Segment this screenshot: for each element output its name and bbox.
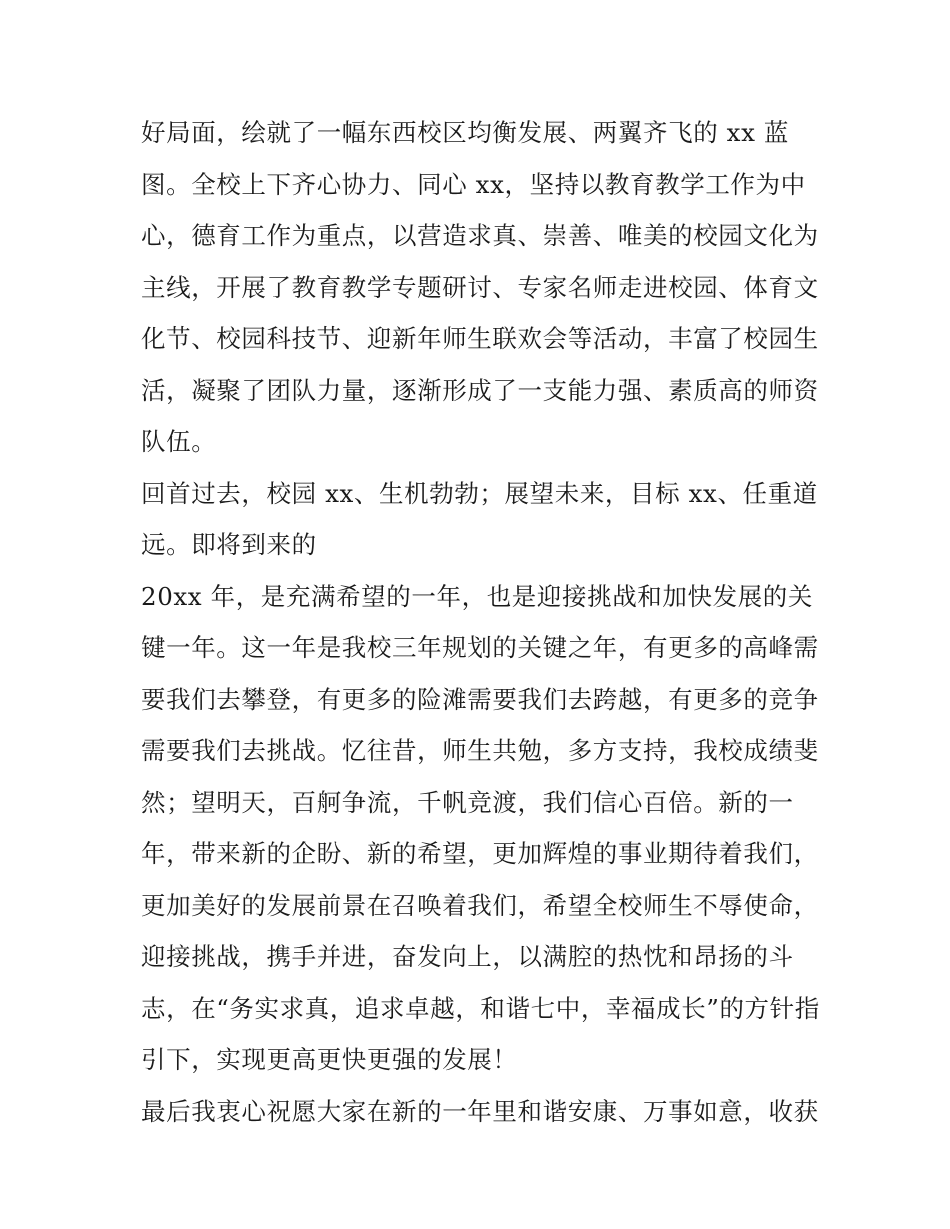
text-line: 回首过去，校园 xx、生机勃勃；展望未来，目标 xx、任重道	[141, 478, 818, 508]
text-line: 迎接挑战，携手并进，奋发向上，以满腔的热忱和昂扬的斗	[141, 942, 794, 971]
text-line: 然；望明天，百舸争流，千帆竞渡，我们信心百倍。新的一	[141, 787, 794, 817]
text-line: 心，德育工作为重点，以营造求真、崇善、唯美的校园文化为	[141, 221, 819, 250]
text-line: 远。即将到来的	[141, 530, 317, 559]
text-line: 队伍。	[141, 427, 217, 456]
text-line: 年，带来新的企盼、新的希望，更加辉煌的事业期待着我们，	[141, 839, 819, 868]
text-line: 最后我衷心祝愿大家在新的一年里和谐安康、万事如意，收获	[141, 1096, 819, 1126]
text-line: 化节、校园科技节、迎新年师生联欢会等活动，丰富了校园生	[141, 324, 819, 353]
text-line: 需要我们去挑战。忆往昔，师生共勉，多方支持，我校成绩斐	[141, 736, 819, 765]
text-line: 引下，实现更高更快更强的发展！	[141, 1045, 518, 1074]
text-line: 主线，开展了教育教学专题研讨、专家名师走进校园、体育文	[141, 272, 819, 302]
text-line: 20xx 年，是充满希望的一年，也是迎接挑战和加快发展的关	[141, 581, 813, 611]
text-line: 志，在“务实求真，追求卓越，和谐七中，幸福成长”的方针指	[141, 993, 820, 1023]
text-line: 更加美好的发展前景在召唤着我们，希望全校师生不辱使命，	[141, 890, 819, 920]
text-line: 图。全校上下齐心协力、同心 xx，坚持以教育教学工作为中	[141, 169, 806, 199]
text-line: 键一年。这一年是我校三年规划的关键之年，有更多的高峰需	[141, 633, 819, 662]
text-line: 活，凝聚了团队力量，逐渐形成了一支能力强、素质高的师资	[141, 375, 819, 405]
text-line: 好局面，绘就了一幅东西校区均衡发展、两翼齐飞的 xx 蓝	[141, 118, 790, 147]
text-line: 要我们去攀登，有更多的险滩需要我们去跨越，有更多的竞争	[141, 684, 819, 714]
document-body	[141, 107, 821, 1137]
